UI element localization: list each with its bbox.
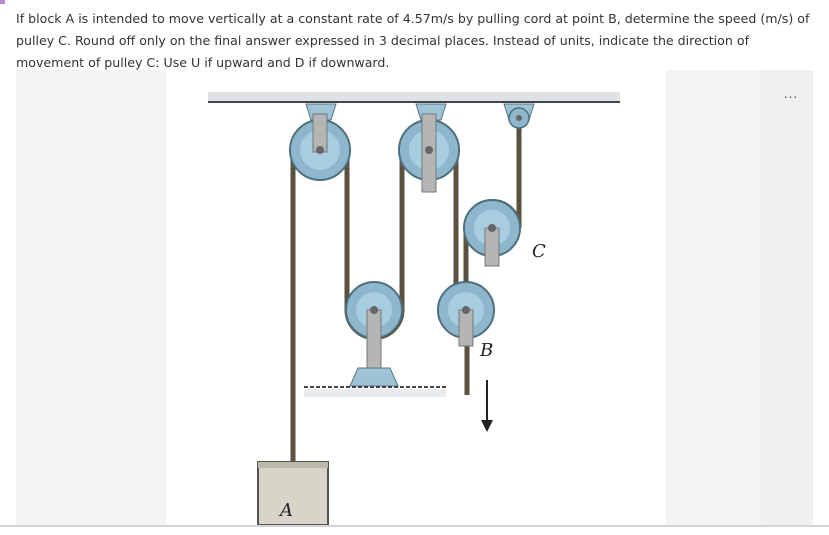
- label-b: B: [480, 340, 494, 361]
- pulley-top-right: [509, 108, 529, 128]
- block-a: [258, 462, 328, 525]
- ceiling-support: [208, 92, 620, 102]
- question-text: If block A is intended to move vertically at a constant rate of 4.57m/s by pulling cord at point B, determine the speed (m/s) of pulley C. Round off only on the final answer expressed in 3 decimal places. Instead of units, indicate the direction of movement of pulley C: Use U if upward and D if downward.: [16, 11, 810, 70]
- more-options-button[interactable]: ...: [783, 87, 799, 101]
- bottom-divider: [0, 525, 829, 527]
- accent-bar: [0, 0, 5, 4]
- label-a: A: [280, 500, 293, 521]
- image-panel-side: [761, 70, 813, 525]
- pulley-diagram: [166, 70, 666, 525]
- label-c: C: [532, 241, 546, 262]
